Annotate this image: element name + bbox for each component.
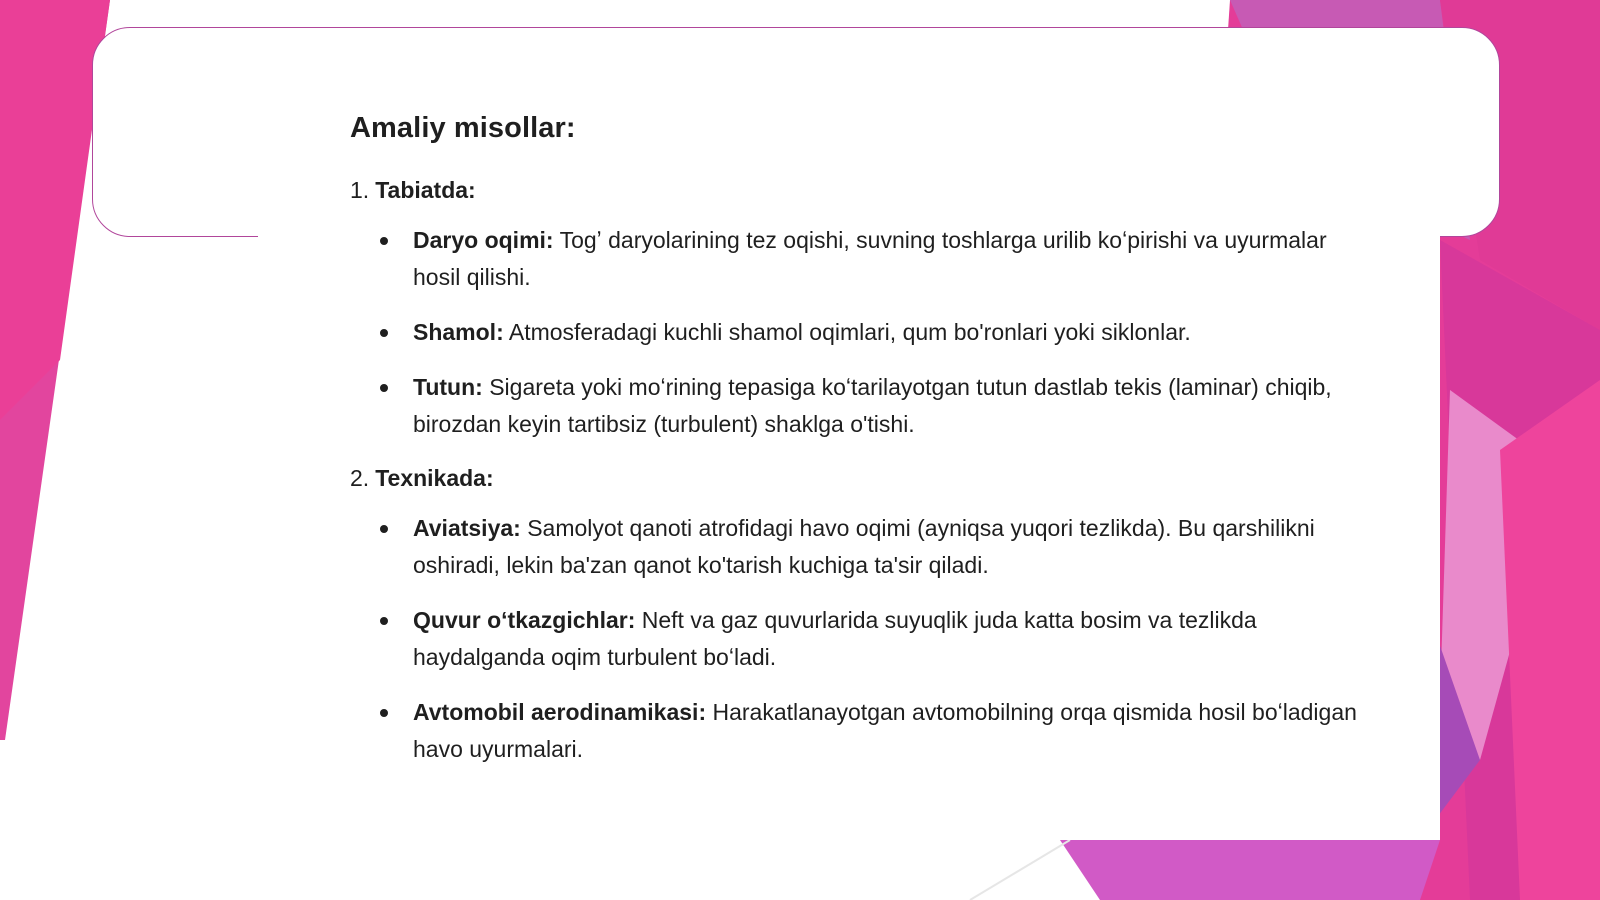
bullet-icon: [380, 384, 388, 392]
item-text: Sigareta yoki moʻrining tepasiga koʻtarilayotgan tutun dastlab tekis (laminar) chiqib, birozdan keyin tartibsiz (turbulent) shaklga o'tishi.: [413, 374, 1332, 437]
list-item: [350, 510, 1370, 584]
bullet-icon: [380, 329, 388, 337]
bullet-icon: [380, 617, 388, 625]
list-item: [350, 602, 1370, 676]
item-term: Quvur oʻtkazgichlar:: [413, 607, 636, 633]
bullet-icon: [380, 709, 388, 717]
section-number: 2.: [350, 465, 370, 491]
item-text: Atmosferadagi kuchli shamol oqimlari, qum bo'ronlari yoki siklonlar.: [508, 319, 1191, 345]
section-name: Texnikada:: [375, 465, 494, 491]
bullet-icon: [380, 525, 388, 533]
item-text: Samolyot qanoti atrofidagi havo oqimi (ayniqsa yuqori tezlikda). Bu qarshilikni oshiradi, lekin ba'zan qanot ko'tarish kuchiga ta'sir qiladi.: [413, 515, 1315, 578]
item-term: Daryo oqimi:: [413, 227, 554, 253]
nature-examples-list: [350, 222, 1370, 443]
content-text-block: [350, 112, 1370, 790]
item-term: Aviatsiya:: [413, 515, 521, 541]
item-text: Togʼ daryolarining tez oqishi, suvning toshlarga urilib koʻpirishi va uyurmalar hosil qilishi.: [413, 227, 1327, 290]
list-item: [350, 222, 1370, 296]
item-term: Shamol:: [413, 319, 504, 345]
section-title-nature: [350, 177, 1370, 204]
item-term: Tutun:: [413, 374, 483, 400]
item-text: Neft va gaz quvurlarida suyuqlik juda katta bosim va tezlikda haydalganda oqim turbulent boʻladi.: [413, 607, 1257, 670]
section-number: 1.: [350, 177, 370, 203]
list-item: [350, 694, 1370, 768]
section-title-technology: [350, 465, 1370, 492]
technology-examples-list: [350, 510, 1370, 768]
list-item: [350, 369, 1370, 443]
item-text: Harakatlanayotgan avtomobilning orqa qismida hosil boʻladigan havo uyurmalari.: [413, 699, 1357, 762]
section-name: Tabiatda:: [375, 177, 476, 203]
bullet-icon: [380, 237, 388, 245]
list-item: [350, 314, 1370, 351]
slide-heading: Amaliy misollar:: [350, 112, 576, 144]
item-term: Avtomobil aerodinamikasi:: [413, 699, 707, 725]
